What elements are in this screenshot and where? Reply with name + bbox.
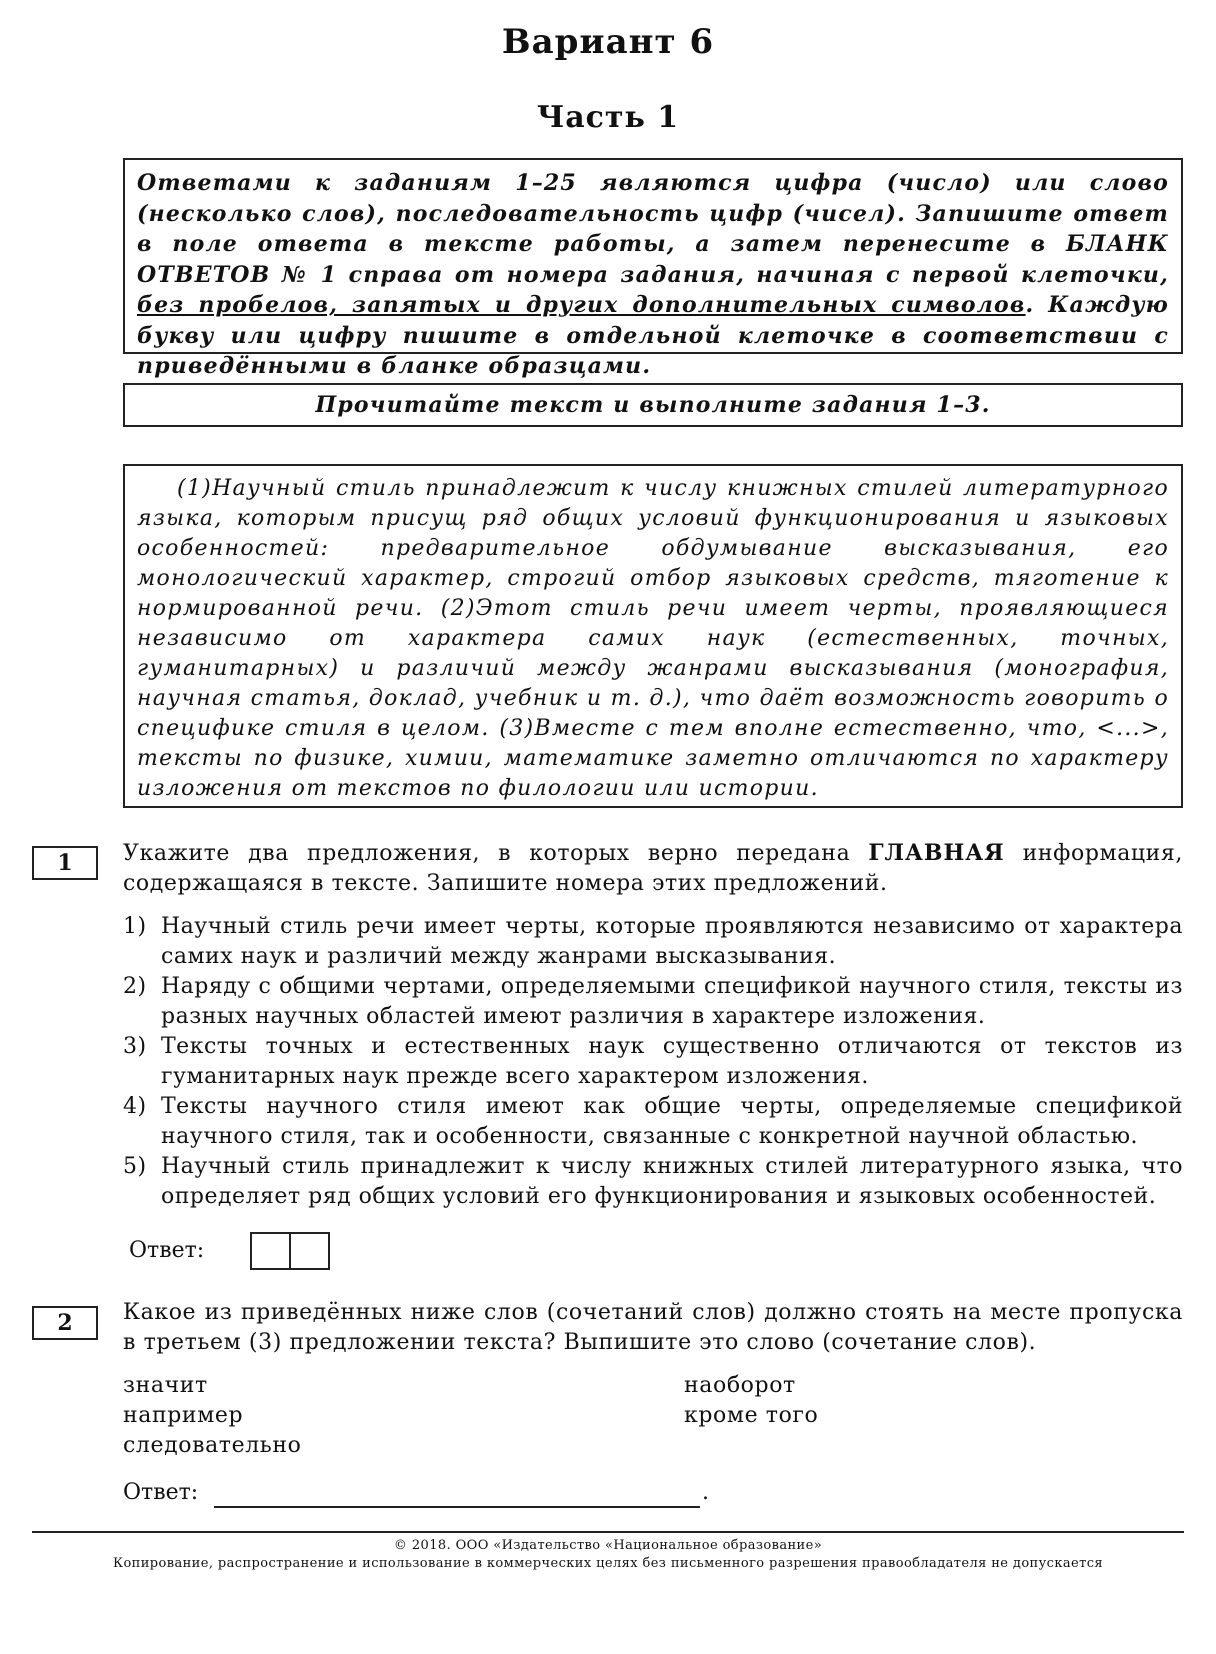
option-number: 4) (123, 1094, 147, 1119)
option-text: Научный стиль речи имеет черты, которые проявляются независимо от характера самих наук и различий между жанрами высказывания. (161, 914, 1183, 969)
footer-divider (32, 1531, 1184, 1533)
option-text: Тексты научного стиля имеют как общие черты, определяемые спецификой научного стиля, так и особенности, связанные с конкретной научной областью. (161, 1094, 1183, 1149)
task2-answer-line[interactable] (214, 1506, 700, 1508)
option-5 (123, 1152, 1183, 1212)
footer-notice: Копирование, распространение и использование в коммерческих целях без письменного разрешения правообладателя не допускается (112, 1556, 1103, 1571)
task-number-2: 2 (32, 1306, 98, 1340)
word-option: например (123, 1403, 244, 1428)
task-number-1: 1 (32, 846, 98, 880)
read-prompt: Прочитайте текст и выполните задания 1–3. (315, 392, 991, 418)
task1-prompt-start: Укажите два предложения, в которых верно передана (123, 841, 869, 866)
task1-prompt (123, 838, 1183, 899)
reading-text-box (123, 464, 1183, 808)
option-number: 5) (123, 1154, 147, 1179)
task2-prompt: Какое из приведённых ниже слов (сочетаний слов) должно стоять на месте пропуска в третьем (3) предложении текста? Выпишите это слово (сочетание слов). (123, 1300, 1183, 1355)
task1-answer-label: Ответ: (129, 1238, 205, 1263)
reading-text: (1)Научный стиль принадлежит к числу книжных стилей литературного языка, которым присущ ряд общих условий функционирования и языковых особенностей: предварительное обдумывание высказывания, его монологический характер, строгий отбор языковых средств, тяготение к нормированной речи. (2)Этот стиль речи имеет черты, проявляющиеся независимо от характера самих наук (естественных, точных, гуманитарных) и различий между жанрами высказывания (монография, научная статья, доклад, учебник и т. д.), что даёт возможность говорить о специфике стиля в целом. (3)Вместе с тем вполне естественно, что, <...>, тексты по физике, химии, математике заметно отличаются по характеру изложения от текстов по филологии или истории. (137, 476, 1169, 801)
option-3 (123, 1032, 1183, 1092)
option-1 (123, 912, 1183, 972)
option-2 (123, 972, 1183, 1032)
answer-cell-2[interactable] (289, 1234, 328, 1268)
instructions-text-end: . Каждую букву или цифру пишите в отдельной клеточке в соответствии с приведёнными в бланке образцами. (137, 292, 1169, 379)
task2-words-left (123, 1371, 301, 1461)
option-number: 1) (123, 914, 147, 939)
option-text: Наряду с общими чертами, определяемыми спецификой научного стиля, тексты из разных научных областей имеют различия в характере изложения. (161, 974, 1183, 1029)
instructions-text: Ответами к заданиям 1–25 являются цифра (число) или слово (несколько слов), последовательность цифр (чисел). Запишите ответ в поле ответа в тексте работы, а затем перенесите в БЛАНК ОТВЕТОВ № 1 справа от номера задания, начиная с первой клеточки, (137, 170, 1169, 288)
option-text: Научный стиль принадлежит к числу книжных стилей литературного языка, что определяет ряд общих условий его функционирования и языковых особенностей. (161, 1154, 1183, 1209)
task1-options (123, 912, 1183, 1212)
option-number: 2) (123, 974, 147, 999)
answer-cell-1[interactable] (252, 1234, 289, 1268)
option-4 (123, 1092, 1183, 1152)
word-option: кроме того (684, 1403, 819, 1428)
task2-answer-label: Ответ: (123, 1480, 199, 1505)
option-text: Тексты точных и естественных наук существенно отличаются от текстов из гуманитарных наук прежде всего характером изложения. (161, 1034, 1183, 1089)
task1-prompt-end: информация, содержащаяся в тексте. Запишите номера этих предложений. (123, 841, 1184, 896)
read-prompt-box (123, 383, 1183, 427)
word-option: наоборот (684, 1373, 796, 1398)
word-option: следовательно (123, 1433, 302, 1458)
word-option: значит (123, 1373, 208, 1398)
part-title: Часть 1 (536, 100, 680, 135)
task2-words-right (684, 1371, 818, 1431)
instructions-box (123, 158, 1183, 379)
task1-prompt-bold: ГЛАВНАЯ (868, 840, 1005, 866)
footer-copyright: © 2018. ООО «Издательство «Национальное образование» (393, 1538, 823, 1553)
task2-answer-end: . (702, 1480, 709, 1505)
option-number: 3) (123, 1034, 147, 1059)
variant-title: Вариант 6 (501, 22, 715, 62)
instructions-underlined: без пробелов, запятых и других дополнительных символов (137, 292, 1026, 318)
task1-answer-cells[interactable] (250, 1232, 330, 1270)
